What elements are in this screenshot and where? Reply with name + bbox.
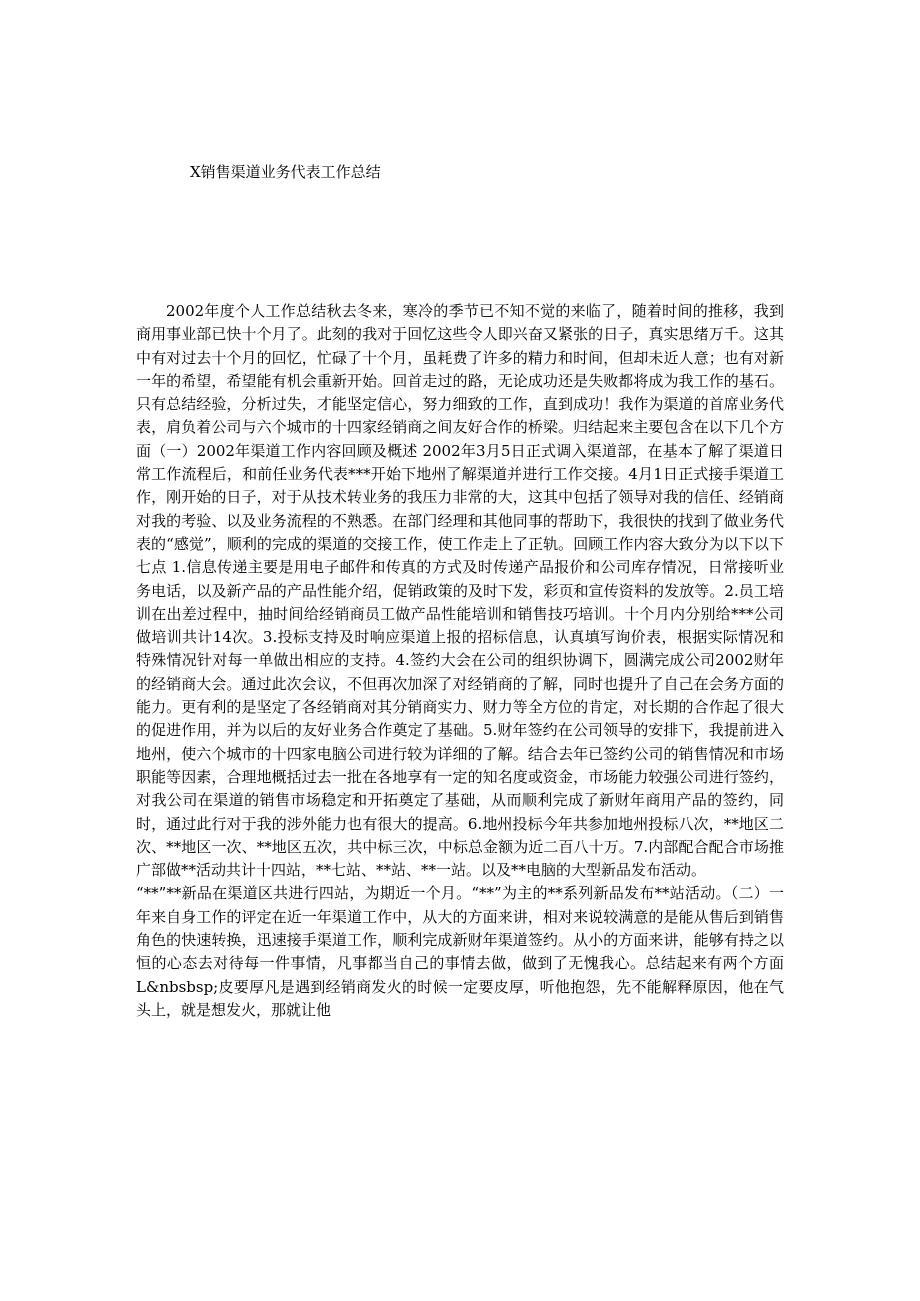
body-paragraph-2: “**”**新品在渠道区共进行四站，为期近一个月。“**”为主的**系列新品发布**站活动。（二）一年来自身工作的评定在近一年渠道工作中，从大的方面来讲，相对来说较满意的是能从售后到销售角色的快速转换，迅速接手渠道工作，顺利完成新财年渠道签约。从小的方面来讲，能够有持之以恒的心态去对待每一件事情，凡事都当自己的事情去做，做到了无愧我心。总结起来有两个方面 L&nbsbsp;皮要厚凡是遇到经销商发火的时候一定要皮厚，听他抱怨，先不能解释原因，他在气头上，就是想发火，那就让他 [136,884,784,1019]
document-title: X销售渠道业务代表工作总结 [190,163,381,181]
body-paragraph-1: 2002年度个人工作总结秋去冬来，寒冷的季节已不知不觉的来临了，随着时间的推移，我到商用事业部已快十个月了。此刻的我对于回忆这些令人即兴奋又紧张的日子，真实思绪万千。这其中有对过去十个月的回忆，忙碌了十个月，虽耗费了许多的精力和时间，但却未近人意；也有对新一年的希望，希望能有机会重新开始。回首走过的路，无论成功还是失败都将成为我工作的基石。只有总结经验，分析过失，才能坚定信心，努力细致的工作，直到成功！我作为渠道的首席业务代表，肩负着公司与六个城市的十四家经销商之间友好合作的桥梁。归结起来主要包含在以下几个方面（一）2002年渠道工作内容回顾及概述 2002年3月5日正式调入渠道部，在基本了解了渠道日常工作流程后，和前任业务代表***开始下地州了解渠道并进行工作交接。4月1日正式接手渠道工作，刚开始的日子，对于从技术转业务的我压力非常的大，这其中包括了领导对我的信任、经销商对我的考验、以及业务流程的不熟悉。在部门经理和其他同事的帮助下，我很快的找到了做业务代表的“感觉”，顺利的完成的渠道的交接工作，使工作走上了正轨。回顾工作内容大致分为以下以下七点 1.信息传递主要是用电子邮件和传真的方式及时传递产品报价和公司库存情况，日常接听业务电话，以及新产品的产品性能介绍，促销政策的及时下发，彩页和宣传资料的发放等。2.员工培训在出差过程中，抽时间给经销商员工做产品性能培训和销售技巧培训。十个月内分别给***公司做培训共计14次。3.投标支持及时响应渠道上报的招标信息，认真填写询价表，根据实际情况和特殊情况针对每一单做出相应的支持。4.签约大会在公司的组织协调下，圆满完成公司2002财年的经销商大会。通过此次会议，不但再次加深了对经销商的了解，同时也提升了自己在会务方面的能力。更有利的是坚定了各经销商对其分销商实力、财力等全方位的肯定，对长期的合作起了很大的促进作用，并为以后的友好业务合作奠定了基础。5.财年签约在公司领导的安排下，我提前进入地州，使六个城市的十四家电脑公司进行较为详细的了解。结合去年已签约公司的销售情况和市场职能等因素，合理地概括过去一批在各地享有一定的知名度或资金，市场能力较强公司进行签约，对我公司在渠道的销售市场稳定和开拓奠定了基础，从而顺利完成了新财年商用产品的签约，同时，通过此行对于我的涉外能力也有很大的提高。6.地州投标今年共参加地州投标八次，**地区二次、**地区一次、**地区五次，共中标三次，中标总金额为近二百八十万。7.内部配合配合市场推广部做**活动共计十四站，**七站、**站、**一站。以及**电脑的大型新品发布活动。 [136,302,784,880]
document-body [136,300,784,1022]
